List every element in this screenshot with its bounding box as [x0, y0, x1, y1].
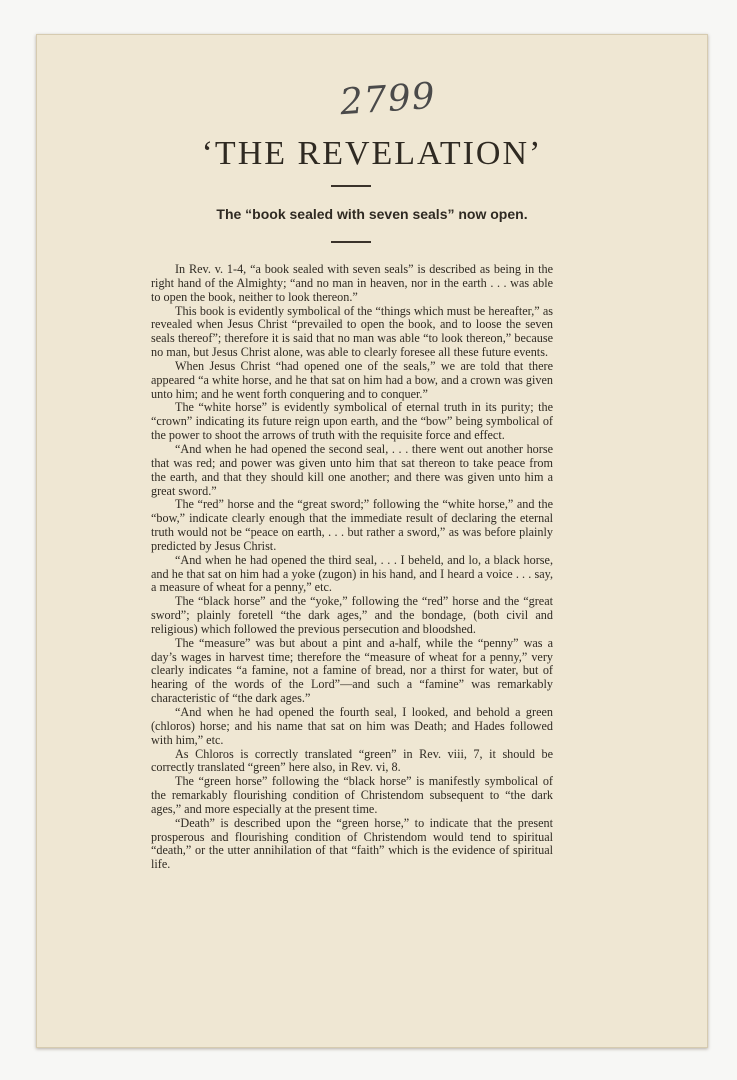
paragraph: “Death” is described upon the “green horse,” to indicate that the present prosperous and flourishing condition of Christendom would tend to spiritual “death,” or the utter annihilation of that “faith” which is the evidence of spiritual life.	[151, 815, 553, 872]
paragraph: The “green horse” following the “black horse” is manifestly symbolical of the remarkably flourishing condition of Christendom subsequent to “the dark ages,” and more especially at the present time.	[151, 774, 553, 816]
paragraph: This book is evidently symbolical of the “things which must be hereafter,” as revealed when Jesus Christ “prevailed to open the book, and to loose the seven seals thereof”; therefore it is said that no man was able “to look thereon,” because no man, but Jesus Christ alone, was able to clearly foresee all these future events.	[151, 303, 553, 360]
subtitle-divider	[331, 241, 371, 243]
paragraph: In Rev. v. 1-4, “a book sealed with seven seals” is described as being in the right hand of the Almighty; “and no man in heaven, nor in the earth . . . was able to open the book, neither to look thereon.”	[151, 262, 553, 304]
document-sheet	[36, 34, 708, 1048]
paragraph: “And when he had opened the fourth seal, I looked, and behold a green (chloros) horse; and his name that sat on him was Death; and Hades followed with him,” etc.	[151, 705, 553, 747]
paragraph: The “black horse” and the “yoke,” following the “red” horse and the “great sword”; plainly foretell “the dark ages,” and the bondage, (both civil and religious) which followed the previous persecution and bloodshed.	[151, 594, 553, 636]
document-subtitle: The “book sealed with seven seals” now open.	[216, 206, 528, 222]
paragraph: The “red” horse and the “great sword;” following the “white horse,” and the “bow,” indicate clearly enough that the immediate result of declaring the eternal truth would not be “peace on earth, . . . but rather a sword,” as was before plainly predicted by Jesus Christ.	[151, 497, 553, 553]
document-title: ‘THE REVELATION’	[201, 135, 543, 172]
paragraph: As Chloros is correctly translated “green” in Rev. viii, 7, it should be correctly translated “green” here also, in Rev. vi, 8.	[151, 746, 553, 775]
paragraph: “And when he had opened the third seal, . . . I beheld, and lo, a black horse, and he that sat on him had a yoke (zugon) in his hand, and I heard a voice . . . say, a measure of wheat for a penny,” etc.	[151, 552, 553, 595]
paragraph: When Jesus Christ “had opened one of the seals,” we are told that there appeared “a white horse, and he that sat on him had a bow, and a crown was given unto him; and he went forth conquering and to conquer.”	[151, 358, 553, 401]
paragraph: “And when he had opened the second seal, . . . there went out another horse that was red; and power was given unto him that sat thereon to take peace from the earth, and that they should kill one another; and there was given unto him a great sword.”	[151, 441, 553, 498]
title-divider	[331, 185, 371, 187]
paragraph: The “measure” was but about a pint and a-half, while the “penny” was a day’s wages in harvest time; therefore the “measure of wheat for a penny,” very clearly indicates “a famine, not a famine of bread, nor a thirst for water, but of hearing of the words of the Lord”—and such a “famine” was remarkably characteristic of “the dark ages.”	[151, 635, 553, 706]
document-body	[151, 263, 553, 872]
paragraph: The “white horse” is evidently symbolical of eternal truth in its purity; the “crown” indicating its future reign upon earth, and the “bow” being symbolical of the power to shoot the arrows of truth with the requisite force and effect.	[151, 400, 553, 443]
handwritten-catalog-number: 2799	[338, 75, 437, 124]
